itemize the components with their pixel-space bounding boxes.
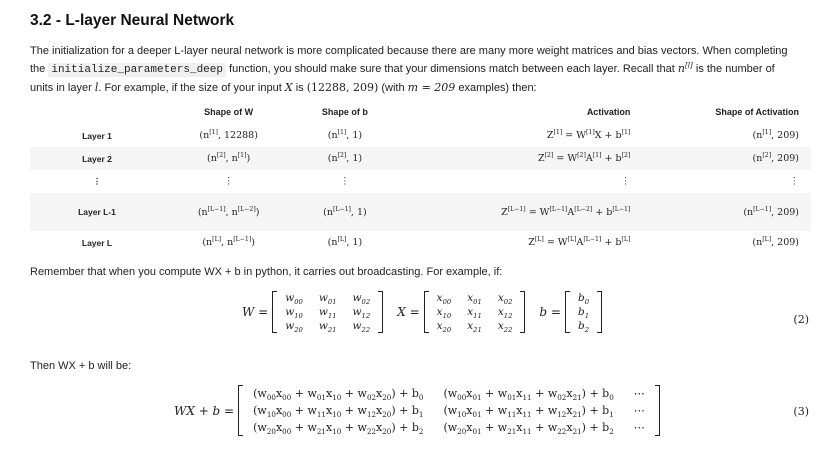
- table-row: [30, 193, 811, 231]
- intro-text: examples) then:: [455, 82, 537, 94]
- shape-w: (n[2], n[1]): [207, 151, 251, 164]
- w-entry: $w_{01}$: [318, 292, 337, 307]
- broadcast-note: Remember that when you compute WX + b in python, it carries out broadcasting. For example, if:: [30, 266, 503, 278]
- shape-b: (n[L], 1): [327, 235, 363, 248]
- w-entry: $w_{20}$: [285, 320, 303, 335]
- shape-b: (n[2], 1): [327, 151, 363, 164]
- dimensions-table: [30, 100, 811, 254]
- table-header: Shape of Activation: [715, 107, 799, 117]
- activation: Z[L−1] = W[L−1]A[L−2] + b[L−1]: [501, 205, 631, 218]
- result-entry: $(w_{10}x_{01} + w_{11}x_{11} + w_{12}x_{21}) + b_1$: [443, 404, 614, 420]
- table-header: Activation: [586, 107, 631, 117]
- table-header: [30, 100, 164, 124]
- layer-label: ⋮: [92, 176, 102, 186]
- shape-b: (n[1], 1): [327, 128, 363, 141]
- x-label: X =: [397, 305, 420, 319]
- x-entry: $x_{10}$: [436, 306, 452, 321]
- result-entry: $(w_{10}x_{00} + w_{11}x_{10} + w_{12}x_{20}) + b_1$: [253, 404, 424, 420]
- intro-paragraph: [30, 42, 800, 97]
- shape-activation: (n[2], 209): [752, 151, 799, 164]
- result-entry: $(w_{00}x_{01} + w_{01}x_{11} + w_{02}x_{21}) + b_0$: [443, 387, 614, 403]
- table-header-row: [30, 100, 811, 124]
- result-entry: ⋯: [633, 421, 645, 434]
- x-matrix: [424, 291, 526, 333]
- table-header: Shape of b: [321, 107, 368, 117]
- table-row: [30, 124, 811, 147]
- n-l-symbol: n[l]: [677, 60, 693, 75]
- l-symbol: l: [94, 81, 99, 94]
- w-matrix: [272, 291, 383, 333]
- w-entry: $w_{21}$: [318, 320, 337, 335]
- shape-activation: (n[1], 209): [752, 128, 799, 141]
- intro-text: is: [292, 82, 307, 94]
- x-entry: $x_{02}$: [497, 292, 513, 307]
- b-label: b =: [539, 305, 561, 319]
- result-entry: ⋯: [633, 404, 645, 417]
- activation: Z[1] = W[1]X + b[1]: [546, 128, 631, 141]
- x-symbol: X: [284, 81, 293, 94]
- x-entry: $x_{01}$: [467, 292, 482, 307]
- function-name-code: initialize_parameters_deep: [48, 63, 226, 77]
- intro-text: is the number of units in layer: [30, 63, 775, 94]
- result-entry: $(w_{20}x_{01} + w_{21}x_{11} + w_{22}x_{21}) + b_2$: [443, 421, 614, 437]
- intro-text: function, you should make sure that your dimensions match between each layer. Recall that: [226, 63, 678, 75]
- table-row: [30, 147, 811, 170]
- w-entry: $w_{22}$: [352, 320, 371, 335]
- shape-b: ⋮: [340, 176, 350, 187]
- shape-b: (n[L−1], 1): [323, 205, 367, 218]
- input-size: (12288, 209): [306, 81, 379, 94]
- layer-label: Layer 2: [82, 153, 112, 164]
- equation-3: [170, 385, 660, 436]
- result-intro: Then WX + b will be:: [30, 360, 132, 372]
- x-entry: $x_{20}$: [436, 320, 452, 335]
- x-entry: $x_{21}$: [467, 320, 482, 335]
- layer-label: Layer 1: [82, 130, 112, 141]
- b-entry: $b_1$: [577, 306, 590, 321]
- layer-label: Layer L: [81, 237, 113, 248]
- x-entry: $x_{12}$: [497, 306, 513, 321]
- shape-w: (n[L], n[L−1]): [202, 235, 255, 248]
- shape-activation: ⋮: [789, 176, 799, 187]
- result-entry: $(w_{20}x_{00} + w_{21}x_{10} + w_{22}x_{20}) + b_2$: [253, 421, 424, 437]
- intro-text: The initialization for a deeper L-layer neural network is more complicated because there are many more weight matrices and bias vectors. When completing the: [30, 45, 788, 75]
- shape-w: (n[L−1], n[L−2]): [197, 205, 260, 218]
- activation: ⋮: [620, 176, 631, 187]
- w-entry: $w_{10}$: [285, 306, 303, 321]
- intro-text: . For example, if the size of your input: [98, 82, 285, 94]
- w-entry: $w_{12}$: [352, 306, 371, 321]
- shape-w: ⋮: [223, 176, 234, 187]
- b-entry: $b_2$: [577, 320, 590, 335]
- table-row: [30, 231, 811, 254]
- intro-text: (with: [378, 82, 408, 94]
- b-entry: $b_0$: [577, 292, 590, 307]
- section-heading: 3.2 - L-layer Neural Network: [30, 12, 235, 29]
- w-entry: $w_{00}$: [285, 292, 303, 307]
- shape-activation: (n[L], 209): [752, 235, 799, 248]
- w-entry: $w_{02}$: [352, 292, 371, 307]
- shape-activation: (n[L−1], 209): [743, 205, 799, 218]
- w-entry: $w_{11}$: [318, 306, 337, 321]
- layer-label: Layer L-1: [78, 207, 116, 217]
- equation-number: (2): [793, 313, 809, 326]
- result-entry: ⋯: [633, 387, 645, 400]
- table-header: Shape of W: [204, 107, 254, 117]
- table-row: [30, 170, 811, 193]
- x-entry: $x_{11}$: [467, 306, 482, 321]
- m-equation: m = 209: [407, 81, 456, 94]
- wx-plus-b-label: WX + b =: [174, 403, 235, 418]
- shape-w: (n[1], 12288): [199, 128, 258, 141]
- x-entry: $x_{00}$: [436, 292, 452, 307]
- result-entry: $(w_{00}x_{00} + w_{01}x_{10} + w_{02}x_{20}) + b_0$: [253, 387, 424, 403]
- result-matrix: [238, 385, 660, 436]
- b-vector: [565, 291, 602, 333]
- equation-2: [238, 291, 602, 333]
- activation: Z[2] = W[2]A[1] + b[2]: [538, 151, 631, 164]
- activation: Z[L] = W[L]A[L−1] + b[L]: [528, 235, 631, 248]
- equation-number: (3): [793, 405, 809, 418]
- x-entry: $x_{22}$: [497, 320, 513, 335]
- w-label: W =: [242, 305, 269, 319]
